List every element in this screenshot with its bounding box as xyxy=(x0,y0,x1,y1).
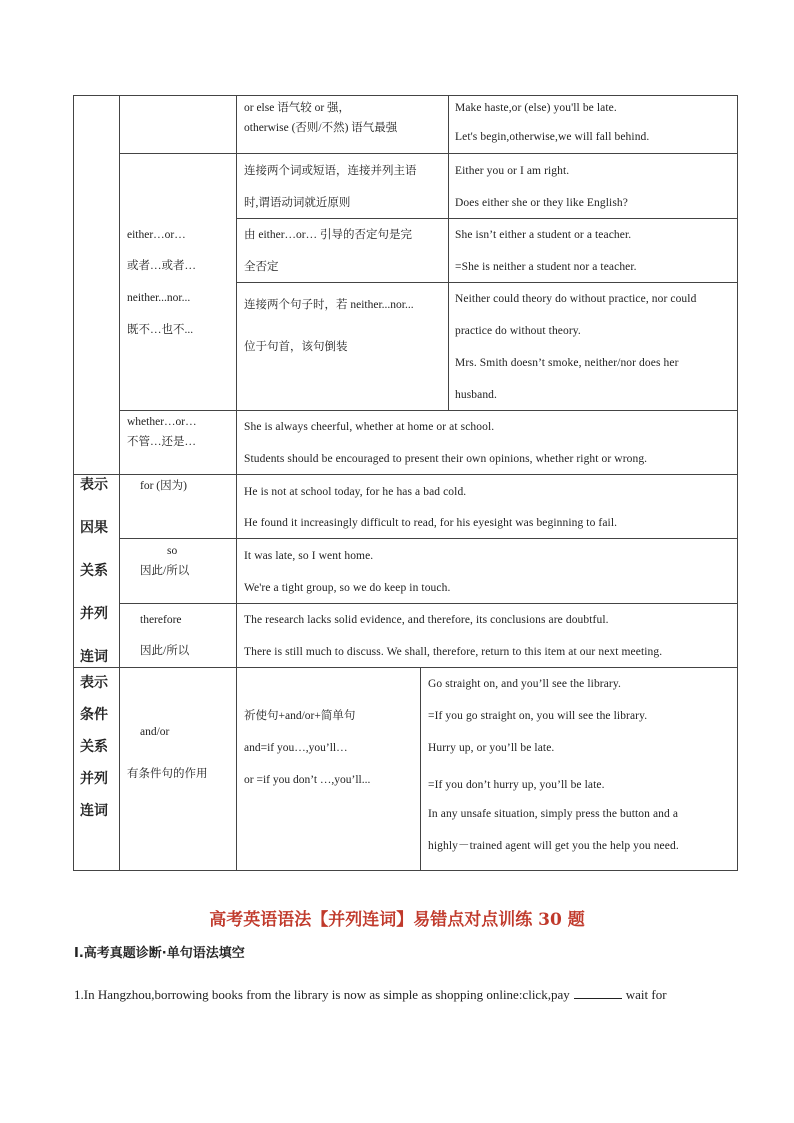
condition-category-3: 关系 xyxy=(80,739,108,755)
question-1-text-before: 1.In Hangzhou,borrowing books from the library is now as simple as shopping online:click,pay xyxy=(74,987,570,1002)
condition-rule-2: and=if you…,you’ll… xyxy=(244,742,348,754)
and-or-label-2: 有条件句的作用 xyxy=(127,768,208,780)
condition-rule-3: or =if you don’t …,you’ll... xyxy=(244,774,371,786)
condition-example-4: =If you don’t hurry up, you’ll be late. xyxy=(428,779,605,791)
cause-category-3: 关系 xyxy=(80,563,108,579)
condition-category-5: 连词 xyxy=(80,803,108,819)
whether-example-1: She is always cheerful, whether at home or at school. xyxy=(244,421,495,433)
condition-example-6: highly－trained agent will get you the help you need. xyxy=(428,840,679,852)
cause-category-2: 因果 xyxy=(80,520,108,536)
either-label-1: either…or… xyxy=(127,229,186,241)
either-label-4: 既不…也不... xyxy=(127,324,194,336)
condition-rule-1: 祈使句+and/or+简单句 xyxy=(244,710,356,722)
whether-label-1: whether…or… xyxy=(127,416,197,428)
condition-example-2: =If you go straight on, you will see the library. xyxy=(428,710,648,722)
page-title: 高考英语语法【并列连词】易错点对点训练 30 题 xyxy=(209,910,585,930)
condition-category-2: 条件 xyxy=(80,707,108,723)
and-or-label-1: and/or xyxy=(140,726,170,738)
either-example-2: Does either she or they like English? xyxy=(455,197,628,209)
so-label-2: 因此/所以 xyxy=(140,565,190,577)
condition-category-4: 并列 xyxy=(80,771,108,787)
answer-blank[interactable] xyxy=(574,986,622,999)
neither-example-1: Neither could theory do without practice, nor could xyxy=(455,293,697,305)
cause-category-1: 表示 xyxy=(80,477,108,493)
either-rule1-line2: 时,谓语动词就近原则 xyxy=(244,197,351,209)
therefore-label-1: therefore xyxy=(140,614,182,626)
question-1 xyxy=(74,986,667,1003)
condition-example-1: Go straight on, and you’ll see the library. xyxy=(428,678,621,690)
question-1-text-after: wait for xyxy=(625,987,667,1002)
either-example-4: =She is neither a student nor a teacher. xyxy=(455,261,637,273)
condition-category-1: 表示 xyxy=(80,675,108,691)
either-rule2-line1: 由 either…or… 引导的否定句是完 xyxy=(244,229,413,241)
neither-example-2: practice do without theory. xyxy=(455,325,581,337)
so-example-1: It was late, so I went home. xyxy=(244,550,374,562)
or-else-rule-line1: or else 语气较 or 强， xyxy=(244,102,351,114)
either-rule1-line1: 连接两个词或短语，连接并列主语 xyxy=(244,165,417,177)
so-example-2: We're a tight group, so we do keep in touch. xyxy=(244,582,451,594)
therefore-example-2: There is still much to discuss. We shall, therefore, return to this item at our next meeting. xyxy=(244,646,663,658)
or-else-rule-line2: otherwise (否则/不然) 语气最强 xyxy=(244,122,398,134)
neither-example-4: husband. xyxy=(455,389,498,401)
whether-example-2: Students should be encouraged to present their own opinions, whether right or wrong. xyxy=(244,453,648,465)
neither-rule-line1: 连接两个句子时，若 neither...nor... xyxy=(244,299,414,311)
condition-example-5: In any unsafe situation, simply press the button and a xyxy=(428,808,679,820)
or-else-example-1: Make haste,or (else) you'll be late. xyxy=(455,102,617,114)
for-example-1: He is not at school today, for he has a bad cold. xyxy=(244,486,467,498)
cause-category-5: 连词 xyxy=(80,649,108,665)
neither-rule-line2: 位于句首，该句倒装 xyxy=(244,341,348,353)
either-label-2: 或者…或者… xyxy=(127,260,196,272)
condition-example-3: Hurry up, or you’ll be late. xyxy=(428,742,555,754)
section-heading: I.高考真题诊断·单句语法填空 xyxy=(74,946,245,961)
or-else-example-2: Let's begin,otherwise,we will fall behind. xyxy=(455,131,650,143)
therefore-label-2: 因此/所以 xyxy=(140,645,190,657)
either-example-3: She isn’t either a student or a teacher. xyxy=(455,229,632,241)
cause-category-4: 并列 xyxy=(80,606,108,622)
therefore-example-1: The research lacks solid evidence, and therefore, its conclusions are doubtful. xyxy=(244,614,609,626)
for-label: for (因为) xyxy=(140,480,187,492)
either-label-3: neither...nor... xyxy=(127,292,191,304)
either-rule2-line2: 全否定 xyxy=(244,261,279,273)
so-label-1: so xyxy=(167,545,178,557)
either-example-1: Either you or I am right. xyxy=(455,165,570,177)
whether-label-2: 不管…还是… xyxy=(127,436,196,448)
neither-example-3: Mrs. Smith doesn’t smoke, neither/nor does her xyxy=(455,357,679,369)
for-example-2: He found it increasingly difficult to read, for his eyesight was beginning to fail. xyxy=(244,517,618,529)
